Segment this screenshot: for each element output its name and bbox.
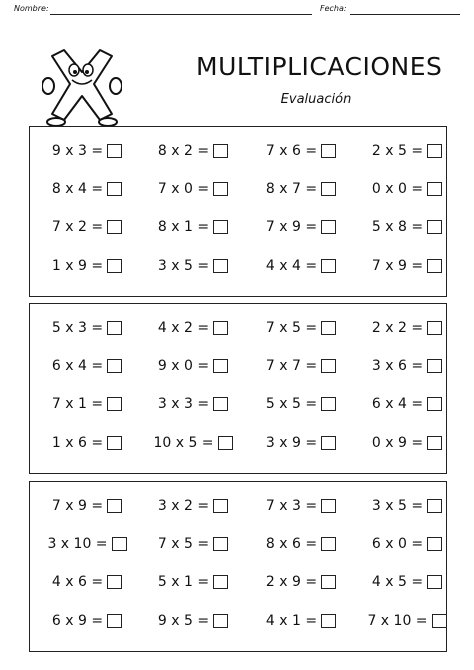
answer-box[interactable] — [427, 397, 442, 411]
exercise-expression: 6 x 4 = — [51, 358, 104, 374]
answer-box[interactable] — [213, 614, 228, 628]
exercise-item — [141, 209, 245, 245]
answer-box[interactable] — [427, 220, 442, 234]
answer-box[interactable] — [427, 144, 442, 158]
exercise-item — [35, 603, 139, 639]
exercise-item — [355, 310, 459, 346]
exercise-expression: 9 x 5 = — [157, 613, 210, 629]
exercise-expression: 7 x 5 = — [265, 320, 318, 336]
exercise-expression: 5 x 1 = — [157, 574, 210, 590]
answer-box[interactable] — [321, 575, 336, 589]
exercise-expression: 10 x 5 = — [153, 435, 214, 451]
answer-box[interactable] — [427, 321, 442, 335]
answer-box[interactable] — [107, 144, 122, 158]
exercise-item — [141, 310, 245, 346]
exercise-item — [35, 488, 139, 524]
exercise-item — [355, 348, 459, 384]
exercise-item — [141, 564, 245, 600]
exercise-item — [355, 248, 459, 284]
exercise-expression: 4 x 6 = — [51, 574, 104, 590]
exercise-expression: 3 x 5 = — [157, 258, 210, 274]
exercise-expression: 4 x 2 = — [157, 320, 210, 336]
answer-box[interactable] — [213, 259, 228, 273]
page-title: MULTIPLICACIONES — [196, 52, 443, 81]
answer-box[interactable] — [213, 321, 228, 335]
exercise-item — [249, 488, 353, 524]
exercise-expression: 3 x 10 = — [47, 536, 108, 552]
answer-box[interactable] — [321, 359, 336, 373]
answer-box[interactable] — [321, 182, 336, 196]
exercise-item — [355, 526, 459, 562]
answer-box[interactable] — [218, 436, 233, 450]
exercise-expression: 1 x 9 = — [51, 258, 104, 274]
exercise-item — [249, 386, 353, 422]
header — [0, 0, 474, 20]
multiplication-x-mascot-icon — [42, 46, 122, 126]
exercise-expression: 3 x 2 = — [157, 498, 210, 514]
exercise-expression: 7 x 7 = — [265, 358, 318, 374]
exercise-item — [355, 603, 459, 639]
answer-box[interactable] — [213, 182, 228, 196]
exercise-item — [141, 425, 245, 461]
exercise-expression: 8 x 7 = — [265, 181, 318, 197]
answer-box[interactable] — [107, 259, 122, 273]
exercise-expression: 0 x 9 = — [371, 435, 424, 451]
exercise-expression: 8 x 4 = — [51, 181, 104, 197]
exercise-item — [355, 425, 459, 461]
exercise-expression: 8 x 2 = — [157, 143, 210, 159]
exercise-expression: 9 x 3 = — [51, 143, 104, 159]
answer-box[interactable] — [213, 359, 228, 373]
exercise-expression: 2 x 2 = — [371, 320, 424, 336]
page-subtitle: Evaluación — [280, 92, 352, 107]
answer-box[interactable] — [427, 537, 442, 551]
exercise-item — [141, 603, 245, 639]
exercise-item — [249, 133, 353, 169]
fecha-label: Fecha: — [320, 4, 347, 13]
exercise-expression: 0 x 0 = — [371, 181, 424, 197]
exercise-expression: 4 x 5 = — [371, 574, 424, 590]
exercise-item — [141, 526, 245, 562]
exercise-expression: 7 x 9 = — [51, 498, 104, 514]
exercise-expression: 7 x 9 = — [371, 258, 424, 274]
exercise-item — [141, 488, 245, 524]
answer-box[interactable] — [427, 259, 442, 273]
answer-box[interactable] — [321, 259, 336, 273]
answer-box[interactable] — [321, 220, 336, 234]
exercise-item — [355, 171, 459, 207]
exercise-expression: 2 x 9 = — [265, 574, 318, 590]
exercise-item — [249, 425, 353, 461]
exercise-expression: 7 x 10 = — [367, 613, 428, 629]
exercise-item — [35, 133, 139, 169]
exercise-section-1 — [29, 126, 447, 297]
answer-box[interactable] — [321, 321, 336, 335]
exercise-expression: 7 x 9 = — [265, 219, 318, 235]
exercise-item — [249, 209, 353, 245]
exercise-expression: 7 x 2 = — [51, 219, 104, 235]
exercise-expression: 5 x 3 = — [51, 320, 104, 336]
exercise-item — [35, 564, 139, 600]
nombre-field[interactable] — [50, 14, 312, 15]
answer-box[interactable] — [112, 537, 127, 551]
exercise-item — [141, 386, 245, 422]
exercise-expression: 5 x 5 = — [265, 396, 318, 412]
exercise-expression: 7 x 1 = — [51, 396, 104, 412]
exercise-expression: 3 x 5 = — [371, 498, 424, 514]
exercise-expression: 6 x 9 = — [51, 613, 104, 629]
answer-box[interactable] — [213, 575, 228, 589]
exercise-item — [141, 248, 245, 284]
exercise-expression: 9 x 0 = — [157, 358, 210, 374]
exercise-item — [35, 526, 139, 562]
exercise-item — [35, 209, 139, 245]
answer-box[interactable] — [427, 359, 442, 373]
answer-box[interactable] — [427, 182, 442, 196]
nombre-label: Nombre: — [14, 4, 49, 13]
exercise-expression: 4 x 1 = — [265, 613, 318, 629]
exercise-item — [355, 209, 459, 245]
exercise-item — [249, 348, 353, 384]
exercise-item — [249, 603, 353, 639]
exercise-expression: 6 x 0 = — [371, 536, 424, 552]
exercise-expression: 3 x 3 = — [157, 396, 210, 412]
answer-box[interactable] — [107, 321, 122, 335]
answer-box[interactable] — [213, 144, 228, 158]
exercise-expression: 7 x 3 = — [265, 498, 318, 514]
exercise-expression: 2 x 5 = — [371, 143, 424, 159]
answer-box[interactable] — [321, 614, 336, 628]
exercise-item — [141, 171, 245, 207]
exercise-expression: 6 x 4 = — [371, 396, 424, 412]
exercise-item — [249, 248, 353, 284]
exercise-item — [35, 348, 139, 384]
exercise-item — [35, 310, 139, 346]
answer-box[interactable] — [427, 499, 442, 513]
exercise-item — [35, 425, 139, 461]
answer-box[interactable] — [213, 537, 228, 551]
exercise-item — [355, 386, 459, 422]
answer-box[interactable] — [107, 359, 122, 373]
exercise-item — [249, 171, 353, 207]
answer-box[interactable] — [213, 220, 228, 234]
exercise-section-2 — [29, 303, 447, 474]
exercise-item — [141, 133, 245, 169]
exercise-expression: 3 x 9 = — [265, 435, 318, 451]
exercise-expression: 1 x 6 = — [51, 435, 104, 451]
answer-box[interactable] — [107, 436, 122, 450]
answer-box[interactable] — [107, 575, 122, 589]
exercise-expression: 8 x 6 = — [265, 536, 318, 552]
exercise-item — [141, 348, 245, 384]
answer-box[interactable] — [107, 220, 122, 234]
exercise-expression: 7 x 5 = — [157, 536, 210, 552]
exercise-expression: 8 x 1 = — [157, 219, 210, 235]
exercise-item — [355, 133, 459, 169]
answer-box[interactable] — [432, 614, 447, 628]
exercise-item — [249, 310, 353, 346]
exercise-item — [355, 488, 459, 524]
exercise-expression: 5 x 8 = — [371, 219, 424, 235]
exercise-item — [355, 564, 459, 600]
exercise-expression: 4 x 4 = — [265, 258, 318, 274]
answer-box[interactable] — [427, 436, 442, 450]
exercise-item — [249, 564, 353, 600]
exercise-item — [249, 526, 353, 562]
exercise-expression: 7 x 0 = — [157, 181, 210, 197]
answer-box[interactable] — [107, 499, 122, 513]
exercise-item — [35, 386, 139, 422]
fecha-field[interactable] — [350, 14, 460, 15]
answer-box[interactable] — [107, 182, 122, 196]
answer-box[interactable] — [321, 144, 336, 158]
answer-box[interactable] — [107, 397, 122, 411]
answer-box[interactable] — [321, 537, 336, 551]
exercise-item — [35, 171, 139, 207]
exercise-expression: 7 x 6 = — [265, 143, 318, 159]
exercise-section-3 — [29, 481, 447, 652]
answer-box[interactable] — [321, 397, 336, 411]
answer-box[interactable] — [213, 397, 228, 411]
answer-box[interactable] — [107, 614, 122, 628]
answer-box[interactable] — [427, 575, 442, 589]
answer-box[interactable] — [321, 499, 336, 513]
answer-box[interactable] — [213, 499, 228, 513]
answer-box[interactable] — [321, 436, 336, 450]
exercise-expression: 3 x 6 = — [371, 358, 424, 374]
exercise-item — [35, 248, 139, 284]
